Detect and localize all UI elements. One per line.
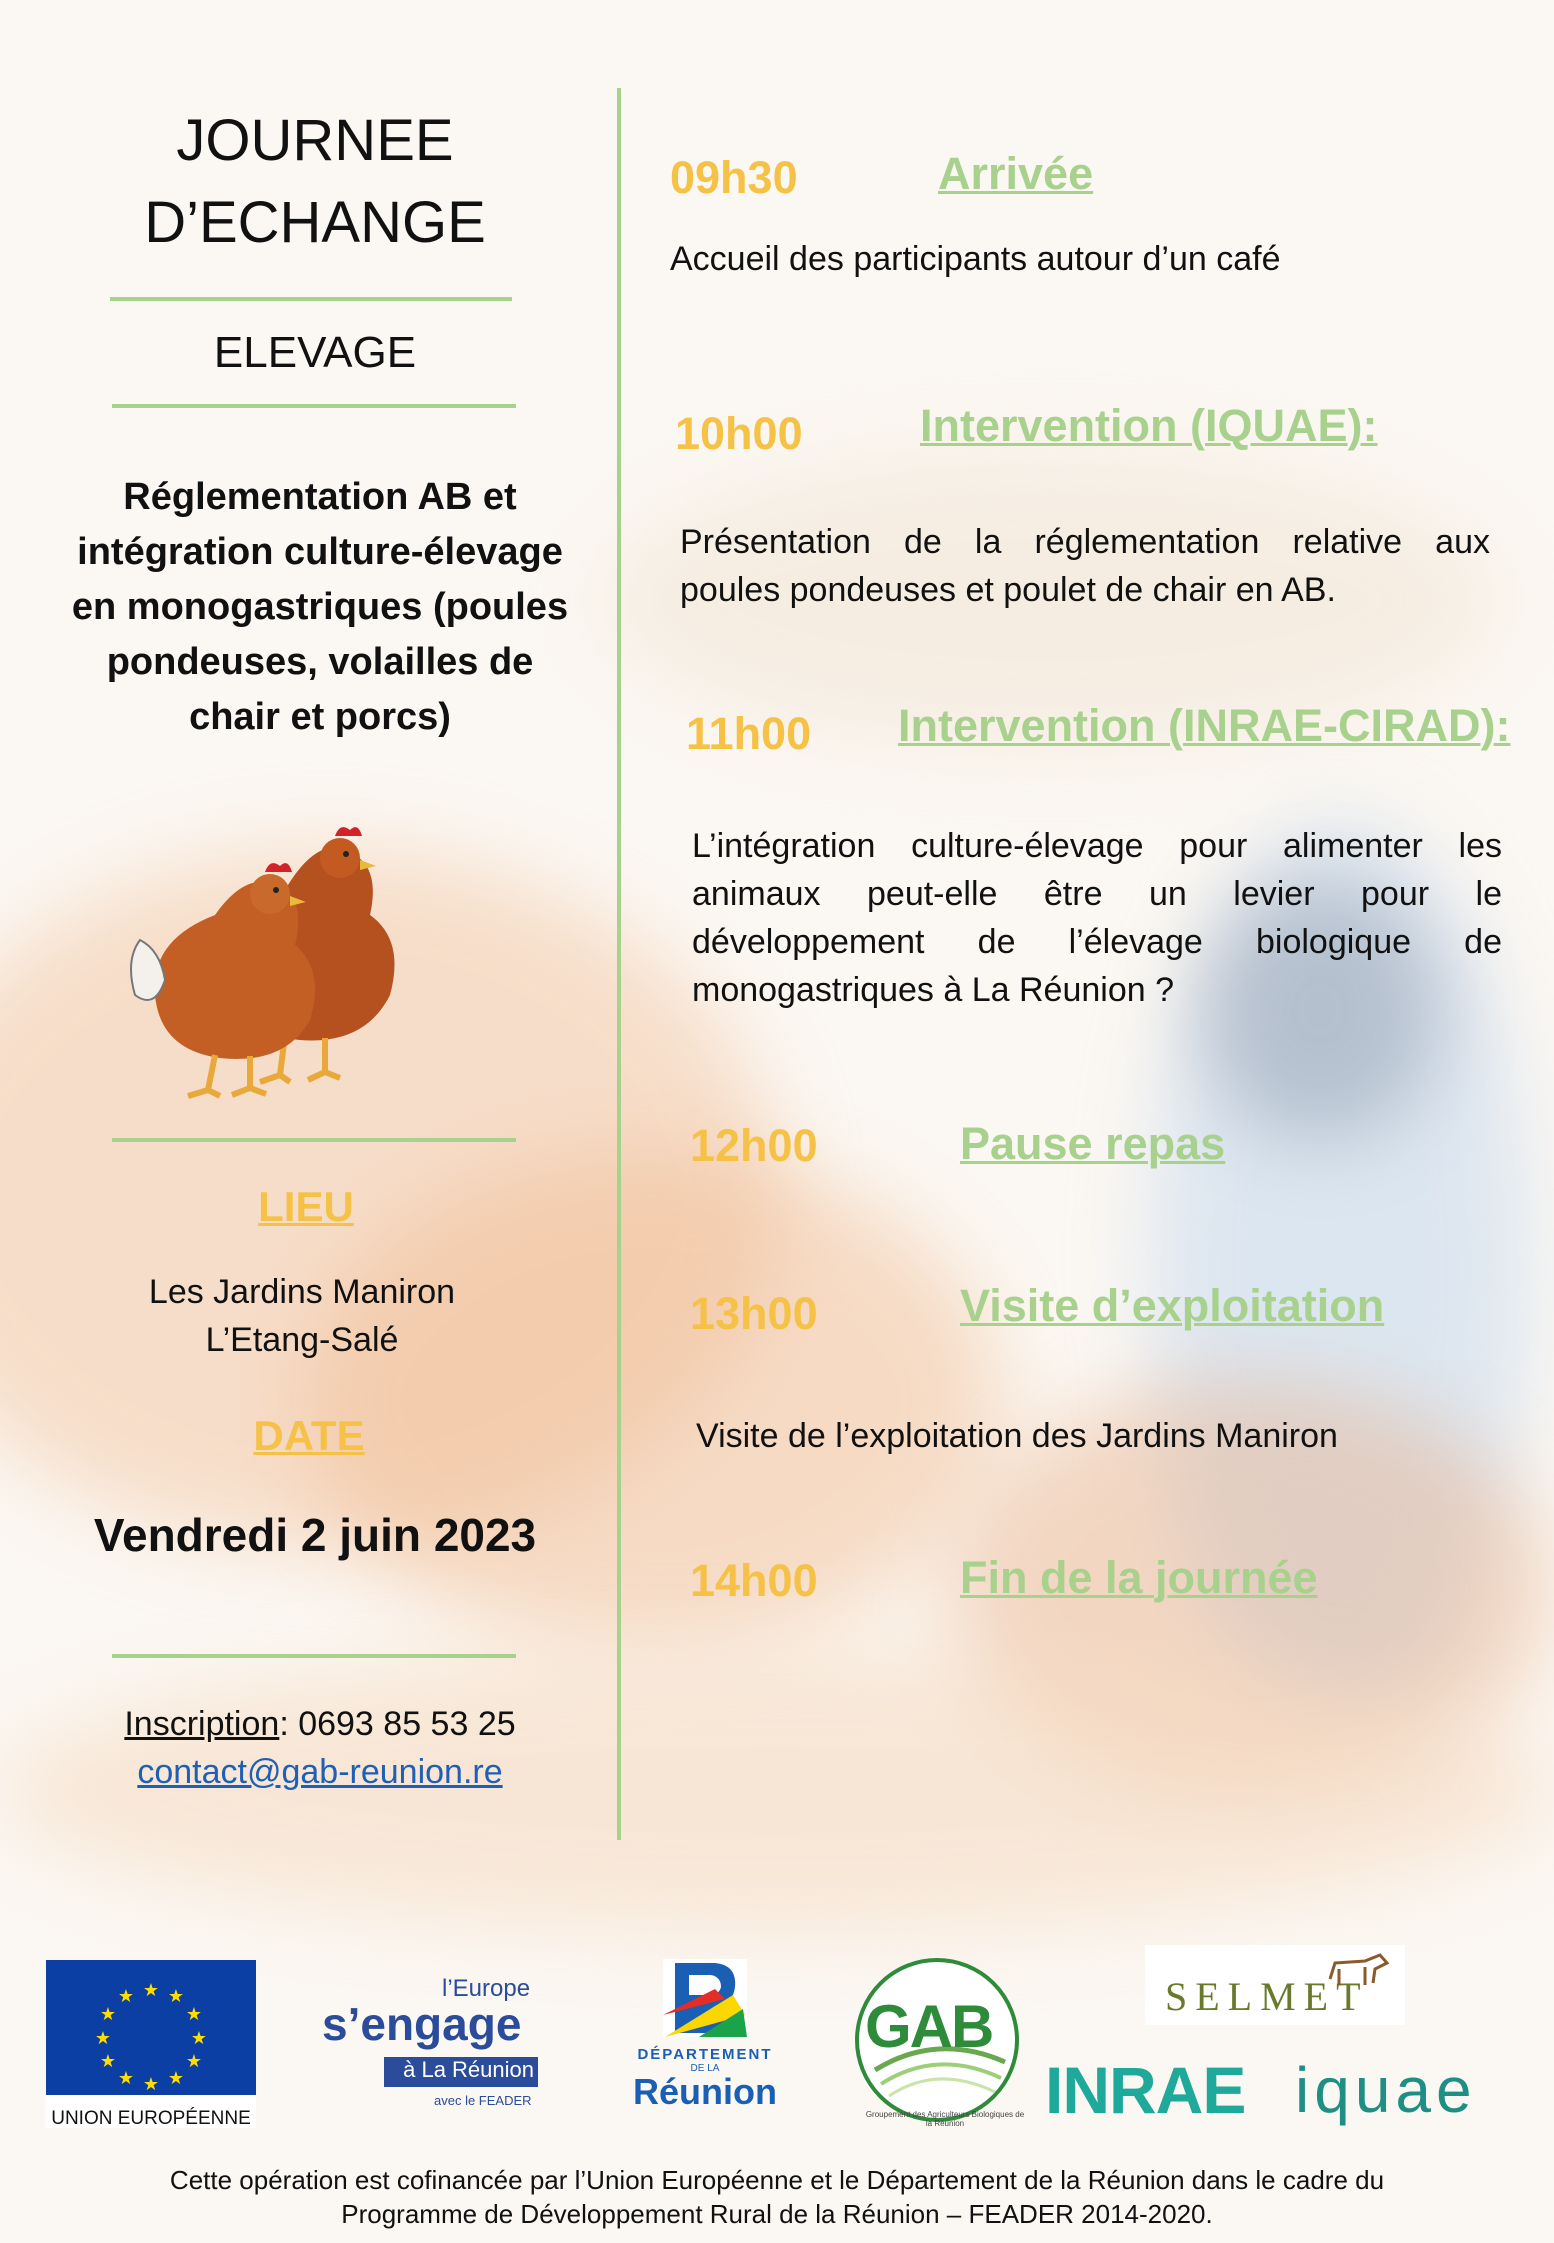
svg-text:★: ★: [185, 2004, 203, 2025]
svg-text:★: ★: [99, 2004, 117, 2025]
departement-reunion-logo: [620, 1955, 790, 2120]
schedule-title: Fin de la journée: [960, 1552, 1318, 1603]
svg-text:★: ★: [117, 1986, 135, 2007]
cattle-icon: [1325, 1949, 1395, 1989]
date-value: Vendredi 2 juin 2023: [93, 1509, 537, 1561]
inscription-label: Inscription: [124, 1705, 280, 1743]
separator: [112, 1138, 516, 1142]
svg-text:★: ★: [185, 2051, 203, 2072]
lieu-line-2: L’Etang-Salé: [205, 1321, 399, 1359]
gab-text: GAB: [865, 1993, 993, 2060]
event-theme: [40, 470, 600, 745]
svg-text:★: ★: [94, 2028, 112, 2049]
schedule-description: [680, 518, 1490, 614]
europe-line-4: avec le FEADER: [434, 2093, 532, 2108]
description-line: animaux peut-elle être un levier pour le: [692, 875, 1502, 913]
eu-label: UNION EUROPÉENNE: [51, 2108, 251, 2129]
description-line: développement de l’élevage biologique de: [692, 923, 1502, 961]
dept-line-2: DE LA: [690, 2063, 720, 2074]
svg-text:★: ★: [167, 1986, 185, 2007]
schedule-description: [696, 1412, 1456, 1460]
lieu-label: LIEU: [258, 1183, 354, 1230]
svg-text:★: ★: [142, 1980, 160, 2001]
europe-line-2: s’engage: [322, 1998, 522, 2050]
email-link[interactable]: contact@gab-reunion.re: [137, 1753, 503, 1791]
europe-line-3: à La Réunion: [384, 2057, 538, 2087]
inscription: [60, 1700, 580, 1796]
date-label: DATE: [253, 1412, 365, 1459]
event-subtitle: ELEVAGE: [213, 328, 417, 377]
svg-text:★: ★: [167, 2068, 185, 2089]
hens-illustration: [120, 810, 440, 1100]
eu-flag-icon: [46, 1960, 256, 2095]
schedule-title: Intervention (IQUAE):: [920, 400, 1378, 451]
separator: [112, 404, 516, 408]
theme-line: pondeuses, volailles de: [106, 641, 534, 683]
theme-line: en monogastriques (poules: [71, 586, 569, 628]
schedule-time: 10h00: [675, 408, 803, 459]
description-line: Présentation de la réglementation relative aux: [680, 523, 1490, 561]
schedule-description: [692, 822, 1502, 1014]
eu-logo: [46, 1960, 256, 2128]
svg-text:★: ★: [117, 2068, 135, 2089]
iquae-text: iquae: [1295, 2054, 1477, 2126]
column-divider: [617, 88, 621, 1840]
theme-line: Réglementation AB et: [123, 476, 517, 518]
schedule-time: 14h00: [690, 1555, 818, 1606]
iquae-logo: [1295, 2055, 1535, 2135]
theme-line: intégration culture-élevage: [77, 531, 563, 573]
description-line: Accueil des participants autour d’un café: [670, 240, 1281, 278]
footer-text: [20, 2163, 1534, 2231]
schedule-title: Pause repas: [960, 1118, 1226, 1169]
gab-subtitle: Groupement des Agriculteurs Biologiques de la Réunion: [865, 2110, 1025, 2128]
title-line-2: D’ECHANGE: [144, 190, 486, 255]
inscription-phone: : 0693 85 53 25: [279, 1705, 516, 1743]
title-line-1: JOURNEE: [176, 108, 454, 173]
schedule-time: 13h00: [690, 1288, 818, 1339]
inrae-text: INRAE: [1045, 2053, 1246, 2127]
svg-text:★: ★: [190, 2028, 208, 2049]
gab-logo: [845, 1952, 1035, 2127]
reunion-r-icon: [655, 1955, 755, 2041]
separator: [110, 297, 512, 301]
europe-engage-logo: [322, 1975, 542, 2120]
schedule-description: [670, 235, 1370, 283]
description-line: poules pondeuses et poulet de chair en AB.: [680, 571, 1336, 609]
schedule-time: 09h30: [670, 152, 798, 203]
hen-front: [131, 863, 315, 1096]
schedule-time: 12h00: [690, 1120, 818, 1171]
description-line: Visite de l’exploitation des Jardins Maniron: [696, 1417, 1338, 1455]
description-line: monogastriques à La Réunion ?: [692, 971, 1174, 1009]
schedule-title: Visite d’exploitation: [960, 1280, 1385, 1331]
schedule-time: 11h00: [686, 708, 812, 759]
event-title: [110, 100, 520, 264]
footer-line-1: Cette opération est cofinancée par l’Union Européenne et le Département de la Réunion dans le cadre du: [169, 2165, 1385, 2195]
svg-text:★: ★: [142, 2074, 160, 2095]
europe-line-1: l’Europe: [442, 1975, 531, 2002]
dept-line-1: DÉPARTEMENT: [637, 2046, 773, 2063]
schedule-title: Arrivée: [938, 148, 1094, 199]
svg-text:★: ★: [99, 2051, 117, 2072]
selmet-text: SELMET: [1165, 1974, 1369, 2019]
lieu-address: [100, 1268, 504, 1364]
theme-line: chair et porcs): [189, 696, 451, 738]
selmet-logo: [1145, 1945, 1405, 2025]
lieu-line-1: Les Jardins Maniron: [148, 1273, 456, 1311]
description-line: L’intégration culture-élevage pour alimenter les: [692, 827, 1502, 865]
inrae-logo: [1045, 2055, 1280, 2125]
schedule-title: Intervention (INRAE-CIRAD):: [898, 700, 1511, 751]
dept-line-3: Réunion: [633, 2071, 777, 2112]
separator: [112, 1654, 516, 1658]
footer-line-2: Programme de Développement Rural de la Réunion – FEADER 2014-2020.: [341, 2199, 1213, 2229]
